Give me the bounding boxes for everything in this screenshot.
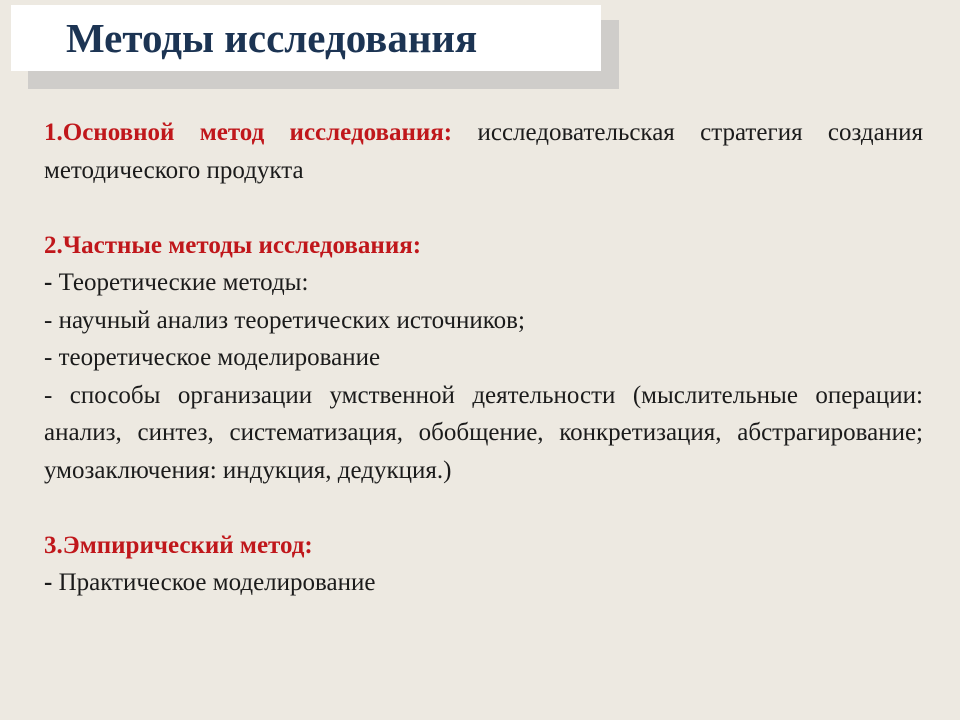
list-item-analysis: - научный анализ теоретических источников;	[44, 306, 525, 334]
section-main-method	[44, 114, 923, 189]
bullet-dash: -	[44, 569, 59, 596]
section-2-heading-line	[44, 227, 923, 265]
list-item-mental-activity: - способы организации умственной деятельности (мыслительные операции: анализ, синтез, систематизация, обобщение, конкретизация, абстрагирование; умозаключения: индукция, дедукция.)	[44, 381, 923, 484]
list-item-text: Теоретические методы:	[58, 269, 309, 296]
list-item-practical-modeling	[44, 564, 923, 602]
bullet-dash: -	[44, 269, 59, 296]
spacer	[44, 189, 923, 227]
section-2-heading: 2.Частные методы исследования:	[44, 231, 422, 259]
list-item-text: Практическое моделирование	[58, 569, 376, 596]
spacer	[44, 489, 923, 527]
section-3-heading-line	[44, 527, 923, 565]
section-1-heading: 1.Основной метод исследования:	[44, 119, 453, 146]
list-item-modeling: - теоретическое моделирование	[44, 344, 381, 371]
section-3-heading: 3.Эмпирический метод:	[44, 531, 313, 559]
slide-content	[44, 114, 923, 602]
section-1-text: исследовательская стратегия создания методического продукта	[44, 119, 923, 184]
title-banner	[11, 5, 601, 71]
slide-title: Методы исследования	[66, 14, 478, 61]
list-item-theoretical-methods	[44, 264, 923, 302]
